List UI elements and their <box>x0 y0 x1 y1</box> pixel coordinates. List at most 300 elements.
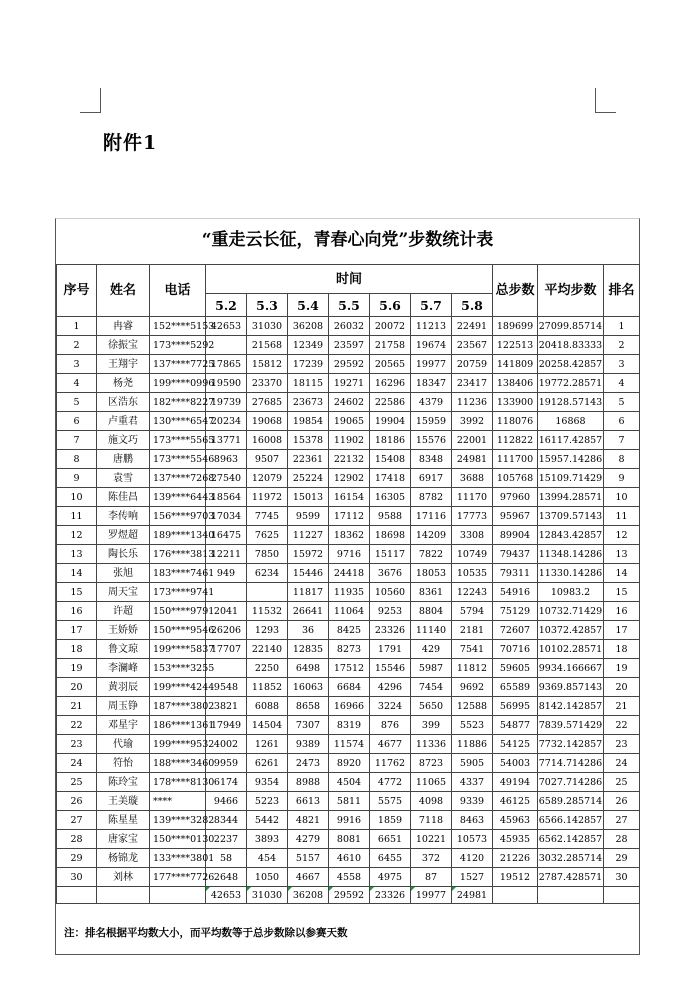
cell-rank: 11 <box>604 507 640 526</box>
cell-total: 54916 <box>493 583 538 602</box>
cell-phone: 150****0130 <box>150 830 206 849</box>
cell-name: 周玉铮 <box>97 697 150 716</box>
cell-day-steps: 3821 <box>206 697 247 716</box>
cell-rank: 4 <box>604 374 640 393</box>
cell-day-steps: 7822 <box>411 545 452 564</box>
cell-day-steps: 17773 <box>452 507 493 526</box>
cell-name: 陈星星 <box>97 811 150 830</box>
cell-seq: 30 <box>57 868 97 887</box>
cell-day-steps: 3893 <box>247 830 288 849</box>
cell-day-steps: 6613 <box>288 792 329 811</box>
cell-avg: 16868 <box>538 412 604 431</box>
cell-total: 19512 <box>493 868 538 887</box>
table-title: “重走云长征，青春心向党”步数统计表 <box>201 230 494 250</box>
cell-day-steps: 372 <box>411 849 452 868</box>
cell-rank: 14 <box>604 564 640 583</box>
cell-day-steps: 17112 <box>329 507 370 526</box>
cell-day-steps: 9548 <box>206 678 247 697</box>
cell-day-steps: 19904 <box>370 412 411 431</box>
cell-day-steps: 6498 <box>288 659 329 678</box>
header-day: 5.5 <box>329 294 370 317</box>
table-row <box>57 621 640 640</box>
table-row <box>57 488 640 507</box>
cell-day-steps: 4975 <box>370 868 411 887</box>
cell-seq: 3 <box>57 355 97 374</box>
cell-name: 唐鹏 <box>97 450 150 469</box>
cell-day-steps: 36 <box>288 621 329 640</box>
table-row <box>57 564 640 583</box>
cell-day-max: 42653 <box>206 887 247 904</box>
empty-cell <box>150 887 206 904</box>
cell-seq: 13 <box>57 545 97 564</box>
empty-cell <box>97 887 150 904</box>
cell-day-steps: 16475 <box>206 526 247 545</box>
cell-day-steps: 11935 <box>329 583 370 602</box>
cell-name: 李传响 <box>97 507 150 526</box>
cell-phone: 188****3460 <box>150 754 206 773</box>
header-total: 总步数 <box>493 265 538 317</box>
cell-phone: 176****3813 <box>150 545 206 564</box>
cell-day-steps: 6651 <box>370 830 411 849</box>
cell-rank: 30 <box>604 868 640 887</box>
cell-rank: 27 <box>604 811 640 830</box>
cell-day-steps: 24418 <box>329 564 370 583</box>
cell-day-max: 19977 <box>411 887 452 904</box>
cell-day-steps: 18115 <box>288 374 329 393</box>
cell-seq: 25 <box>57 773 97 792</box>
cell-avg: 10983.2 <box>538 583 604 602</box>
cell-day-steps: 31030 <box>247 317 288 336</box>
cell-day-steps: 8425 <box>329 621 370 640</box>
cell-name: 杨尧 <box>97 374 150 393</box>
cell-day-steps: 4667 <box>288 868 329 887</box>
cell-day-steps: 9253 <box>370 602 411 621</box>
cell-day-steps: 429 <box>411 640 452 659</box>
cell-day-steps: 17239 <box>288 355 329 374</box>
empty-cell <box>538 887 604 904</box>
cell-day-steps: 27540 <box>206 469 247 488</box>
cell-total: 111700 <box>493 450 538 469</box>
cell-avg: 7839.571429 <box>538 716 604 735</box>
cell-rank: 15 <box>604 583 640 602</box>
cell-phone: 173****9741 <box>150 583 206 602</box>
cell-total: 45935 <box>493 830 538 849</box>
cell-day-steps: 5575 <box>370 792 411 811</box>
cell-day-steps: 15117 <box>370 545 411 564</box>
cell-day-steps: 12349 <box>288 336 329 355</box>
cell-day-steps: 7454 <box>411 678 452 697</box>
cell-day-steps: 4379 <box>411 393 452 412</box>
cell-day-steps: 1050 <box>247 868 288 887</box>
cell-seq: 15 <box>57 583 97 602</box>
cell-seq: 2 <box>57 336 97 355</box>
cell-day-steps: 3308 <box>452 526 493 545</box>
cell-day-steps: 11065 <box>411 773 452 792</box>
crop-mark-top-left <box>80 88 101 113</box>
table-row <box>57 545 640 564</box>
cell-rank: 16 <box>604 602 640 621</box>
cell-total: 105768 <box>493 469 538 488</box>
table-row <box>57 697 640 716</box>
cell-day-steps: 9339 <box>452 792 493 811</box>
cell-day-steps: 8344 <box>206 811 247 830</box>
table-row <box>57 716 640 735</box>
cell-day-max: 29592 <box>329 887 370 904</box>
cell-phone: 150****9546 <box>150 621 206 640</box>
cell-phone: 177****7726 <box>150 868 206 887</box>
header-time: 时间 <box>206 265 493 294</box>
table-row <box>57 659 640 678</box>
cell-day-steps: 5905 <box>452 754 493 773</box>
cell-seq: 20 <box>57 678 97 697</box>
cell-day-steps: 876 <box>370 716 411 735</box>
cell-total: 46125 <box>493 792 538 811</box>
cell-day-steps: 6684 <box>329 678 370 697</box>
cell-day-steps: 2473 <box>288 754 329 773</box>
cell-name: 鲁文琼 <box>97 640 150 659</box>
cell-avg: 6566.142857 <box>538 811 604 830</box>
cell-day-steps: 8463 <box>452 811 493 830</box>
cell-avg: 27099.85714 <box>538 317 604 336</box>
cell-day-steps: 42653 <box>206 317 247 336</box>
cell-rank: 10 <box>604 488 640 507</box>
cell-day-steps: 18053 <box>411 564 452 583</box>
cell-avg: 20258.42857 <box>538 355 604 374</box>
cell-rank: 1 <box>604 317 640 336</box>
cell-day-steps: 8273 <box>329 640 370 659</box>
cell-seq: 23 <box>57 735 97 754</box>
cell-day-steps: 7625 <box>247 526 288 545</box>
cell-day-steps: 2181 <box>452 621 493 640</box>
cell-rank: 20 <box>604 678 640 697</box>
cell-day-steps: 5811 <box>329 792 370 811</box>
cell-seq: 17 <box>57 621 97 640</box>
cell-day-steps: 10221 <box>411 830 452 849</box>
cell-day-steps: 27685 <box>247 393 288 412</box>
cell-day-steps: 6174 <box>206 773 247 792</box>
cell-day-steps: 1859 <box>370 811 411 830</box>
cell-total: 56995 <box>493 697 538 716</box>
cell-rank: 6 <box>604 412 640 431</box>
cell-day-steps: 8804 <box>411 602 452 621</box>
header-day: 5.4 <box>288 294 329 317</box>
cell-total: 141809 <box>493 355 538 374</box>
cell-day-steps: 21568 <box>247 336 288 355</box>
cell-day-steps: 9466 <box>206 792 247 811</box>
footnote: 注：排名根据平均数大小，而平均数等于总步数除以参赛天数 <box>64 927 348 939</box>
max-row <box>57 887 640 904</box>
cell-name: 王翔宇 <box>97 355 150 374</box>
cell-day-max: 24981 <box>452 887 493 904</box>
cell-avg: 8142.142857 <box>538 697 604 716</box>
cell-day-steps: 11886 <box>452 735 493 754</box>
table-row <box>57 849 640 868</box>
cell-total: 118076 <box>493 412 538 431</box>
step-stats-table <box>56 264 640 904</box>
cell-day-steps: 23597 <box>329 336 370 355</box>
cell-day-steps: 949 <box>206 564 247 583</box>
cell-avg: 9369.857143 <box>538 678 604 697</box>
cell-day-steps: 17707 <box>206 640 247 659</box>
cell-day-steps: 11140 <box>411 621 452 640</box>
cell-avg: 19772.28571 <box>538 374 604 393</box>
cell-day-steps: 10749 <box>452 545 493 564</box>
cell-day-steps: 23417 <box>452 374 493 393</box>
cell-day-steps: 25224 <box>288 469 329 488</box>
cell-seq: 12 <box>57 526 97 545</box>
cell-phone: 173****5546 <box>150 450 206 469</box>
cell-day-steps: 11574 <box>329 735 370 754</box>
cell-seq: 14 <box>57 564 97 583</box>
cell-avg: 19128.57143 <box>538 393 604 412</box>
cell-name: 许超 <box>97 602 150 621</box>
cell-name: 冉睿 <box>97 317 150 336</box>
cell-day-steps: 12902 <box>329 469 370 488</box>
cell-day-steps: 9588 <box>370 507 411 526</box>
cell-rank: 29 <box>604 849 640 868</box>
table-row <box>57 355 640 374</box>
cell-seq: 8 <box>57 450 97 469</box>
cell-day-steps: 1293 <box>247 621 288 640</box>
cell-day-steps: 2250 <box>247 659 288 678</box>
cell-avg: 12843.42857 <box>538 526 604 545</box>
table-row <box>57 773 640 792</box>
cell-avg: 16117.42857 <box>538 431 604 450</box>
cell-day-steps: 19739 <box>206 393 247 412</box>
cell-day-steps: 20759 <box>452 355 493 374</box>
cell-phone: 152****5153 <box>150 317 206 336</box>
cell-day-steps: 5223 <box>247 792 288 811</box>
table-row <box>57 754 640 773</box>
cell-name: 唐家宝 <box>97 830 150 849</box>
cell-phone: 178****8130 <box>150 773 206 792</box>
cell-day-steps: 18347 <box>411 374 452 393</box>
table-row <box>57 792 640 811</box>
cell-day-steps: 16063 <box>288 678 329 697</box>
cell-day-steps: 9389 <box>288 735 329 754</box>
cell-day-steps: 4821 <box>288 811 329 830</box>
cell-avg: 10732.71429 <box>538 602 604 621</box>
table-row <box>57 640 640 659</box>
cell-day-steps: 23567 <box>452 336 493 355</box>
empty-cell <box>57 887 97 904</box>
cell-rank: 3 <box>604 355 640 374</box>
cell-total: 122513 <box>493 336 538 355</box>
cell-day-steps: 15959 <box>411 412 452 431</box>
cell-day-max: 31030 <box>247 887 288 904</box>
cell-total: 75129 <box>493 602 538 621</box>
table-row <box>57 602 640 621</box>
cell-total: 72607 <box>493 621 538 640</box>
cell-day-steps: 19977 <box>411 355 452 374</box>
cell-day-steps: 15972 <box>288 545 329 564</box>
cell-day-steps: 15812 <box>247 355 288 374</box>
cell-day-steps: 4558 <box>329 868 370 887</box>
cell-day-steps: 19271 <box>329 374 370 393</box>
cell-name: 符怡 <box>97 754 150 773</box>
stats-sheet <box>55 218 640 955</box>
cell-day-steps: 5794 <box>452 602 493 621</box>
cell-day-steps: 16008 <box>247 431 288 450</box>
cell-phone: 199****4244 <box>150 678 206 697</box>
cell-day-steps: 6917 <box>411 469 452 488</box>
cell-day-steps: 4504 <box>329 773 370 792</box>
header-seq: 序号 <box>57 265 97 317</box>
cell-name: 袁雪 <box>97 469 150 488</box>
cell-day-steps: 87 <box>411 868 452 887</box>
cell-phone: 199****5837 <box>150 640 206 659</box>
cell-total: 89904 <box>493 526 538 545</box>
cell-day-steps: 3688 <box>452 469 493 488</box>
cell-day-steps: 6455 <box>370 849 411 868</box>
cell-total: 45963 <box>493 811 538 830</box>
cell-name: 卢重君 <box>97 412 150 431</box>
cell-name: 罗煜超 <box>97 526 150 545</box>
cell-day-steps: 18698 <box>370 526 411 545</box>
empty-cell <box>604 887 640 904</box>
cell-day-steps: 3992 <box>452 412 493 431</box>
cell-day-steps: 11336 <box>411 735 452 754</box>
cell-day-steps: 2648 <box>206 868 247 887</box>
header-day: 5.8 <box>452 294 493 317</box>
cell-day-steps: 5157 <box>288 849 329 868</box>
cell-day-steps: 5650 <box>411 697 452 716</box>
header-day: 5.3 <box>247 294 288 317</box>
cell-day-steps: 12588 <box>452 697 493 716</box>
cell-avg: 20418.83333 <box>538 336 604 355</box>
cell-day-steps: 9959 <box>206 754 247 773</box>
cell-rank: 12 <box>604 526 640 545</box>
cell-avg: 2787.428571 <box>538 868 604 887</box>
cell-day-steps: 17116 <box>411 507 452 526</box>
table-row <box>57 336 640 355</box>
cell-seq: 7 <box>57 431 97 450</box>
cell-name: 陈玲宝 <box>97 773 150 792</box>
cell-name: 张旭 <box>97 564 150 583</box>
cell-phone: 130****6547 <box>150 412 206 431</box>
cell-day-steps: 15576 <box>411 431 452 450</box>
cell-day-steps: 20072 <box>370 317 411 336</box>
cell-day-steps: 8723 <box>411 754 452 773</box>
cell-day-steps: 4677 <box>370 735 411 754</box>
cell-avg: 7732.142857 <box>538 735 604 754</box>
cell-day-steps: 11812 <box>452 659 493 678</box>
cell-day-steps: 19068 <box>247 412 288 431</box>
cell-day-steps: 15446 <box>288 564 329 583</box>
cell-rank: 5 <box>604 393 640 412</box>
cell-day-steps: 9916 <box>329 811 370 830</box>
cell-day-steps: 4296 <box>370 678 411 697</box>
cell-day-steps: 20234 <box>206 412 247 431</box>
cell-day-steps: 22491 <box>452 317 493 336</box>
cell-day-steps: 22001 <box>452 431 493 450</box>
cell-total: 133900 <box>493 393 538 412</box>
cell-rank: 2 <box>604 336 640 355</box>
cell-day-steps: 24981 <box>452 450 493 469</box>
cell-day-steps: 21758 <box>370 336 411 355</box>
cell-rank: 23 <box>604 735 640 754</box>
cell-day-steps: 9716 <box>329 545 370 564</box>
cell-name: 代瑜 <box>97 735 150 754</box>
cell-total: 79437 <box>493 545 538 564</box>
cell-total: 189699 <box>493 317 538 336</box>
cell-phone: 189****1340 <box>150 526 206 545</box>
cell-day-steps: 6088 <box>247 697 288 716</box>
cell-day-steps: 7850 <box>247 545 288 564</box>
cell-day-steps: 454 <box>247 849 288 868</box>
cell-total: 49194 <box>493 773 538 792</box>
cell-seq: 16 <box>57 602 97 621</box>
cell-phone: 173****5565 <box>150 431 206 450</box>
cell-day-steps: 1791 <box>370 640 411 659</box>
cell-day-steps: 58 <box>206 849 247 868</box>
header-phone: 电话 <box>150 265 206 317</box>
cell-day-steps: 8348 <box>411 450 452 469</box>
cell-day-steps: 4098 <box>411 792 452 811</box>
cell-day-max: 36208 <box>288 887 329 904</box>
cell-day-steps: 11170 <box>452 488 493 507</box>
cell-day-steps: 6234 <box>247 564 288 583</box>
cell-total: 70716 <box>493 640 538 659</box>
cell-day-steps: 3224 <box>370 697 411 716</box>
cell-name: 陶长乐 <box>97 545 150 564</box>
cell-seq: 19 <box>57 659 97 678</box>
table-row <box>57 317 640 336</box>
cell-rank: 7 <box>604 431 640 450</box>
cell-day-steps: 18186 <box>370 431 411 450</box>
cell-day-steps: 15013 <box>288 488 329 507</box>
cell-name: 王美璇 <box>97 792 150 811</box>
header-day: 5.6 <box>370 294 411 317</box>
cell-seq: 9 <box>57 469 97 488</box>
table-row <box>57 469 640 488</box>
cell-avg: 15957.14286 <box>538 450 604 469</box>
cell-total: 54125 <box>493 735 538 754</box>
cell-day-steps: 11762 <box>370 754 411 773</box>
cell-day-steps: 1527 <box>452 868 493 887</box>
cell-day-steps: 29592 <box>329 355 370 374</box>
cell-total: 21226 <box>493 849 538 868</box>
cell-day-steps: 19854 <box>288 412 329 431</box>
cell-day-steps: 1261 <box>247 735 288 754</box>
cell-rank: 13 <box>604 545 640 564</box>
cell-day-steps: 9354 <box>247 773 288 792</box>
cell-seq: 6 <box>57 412 97 431</box>
cell-seq: 22 <box>57 716 97 735</box>
cell-day-steps: 19590 <box>206 374 247 393</box>
cell-phone: 137****7725 <box>150 355 206 374</box>
cell-day-steps: 18362 <box>329 526 370 545</box>
cell-total: 138406 <box>493 374 538 393</box>
cell-name: 李澜峰 <box>97 659 150 678</box>
cell-phone: 173****5292 <box>150 336 206 355</box>
cell-day-steps: 6261 <box>247 754 288 773</box>
cell-day-steps: 4002 <box>206 735 247 754</box>
cell-day-steps: 23673 <box>288 393 329 412</box>
cell-rank: 24 <box>604 754 640 773</box>
cell-day-steps: 20565 <box>370 355 411 374</box>
cell-day-steps: 22140 <box>247 640 288 659</box>
cell-day-steps: 12243 <box>452 583 493 602</box>
table-row <box>57 678 640 697</box>
cell-day-steps: 12835 <box>288 640 329 659</box>
header-rank: 排名 <box>604 265 640 317</box>
cell-day-steps: 15378 <box>288 431 329 450</box>
cell-seq: 26 <box>57 792 97 811</box>
cell-day-steps: 36208 <box>288 317 329 336</box>
cell-phone: 183****7461 <box>150 564 206 583</box>
cell-phone: **** <box>150 792 206 811</box>
